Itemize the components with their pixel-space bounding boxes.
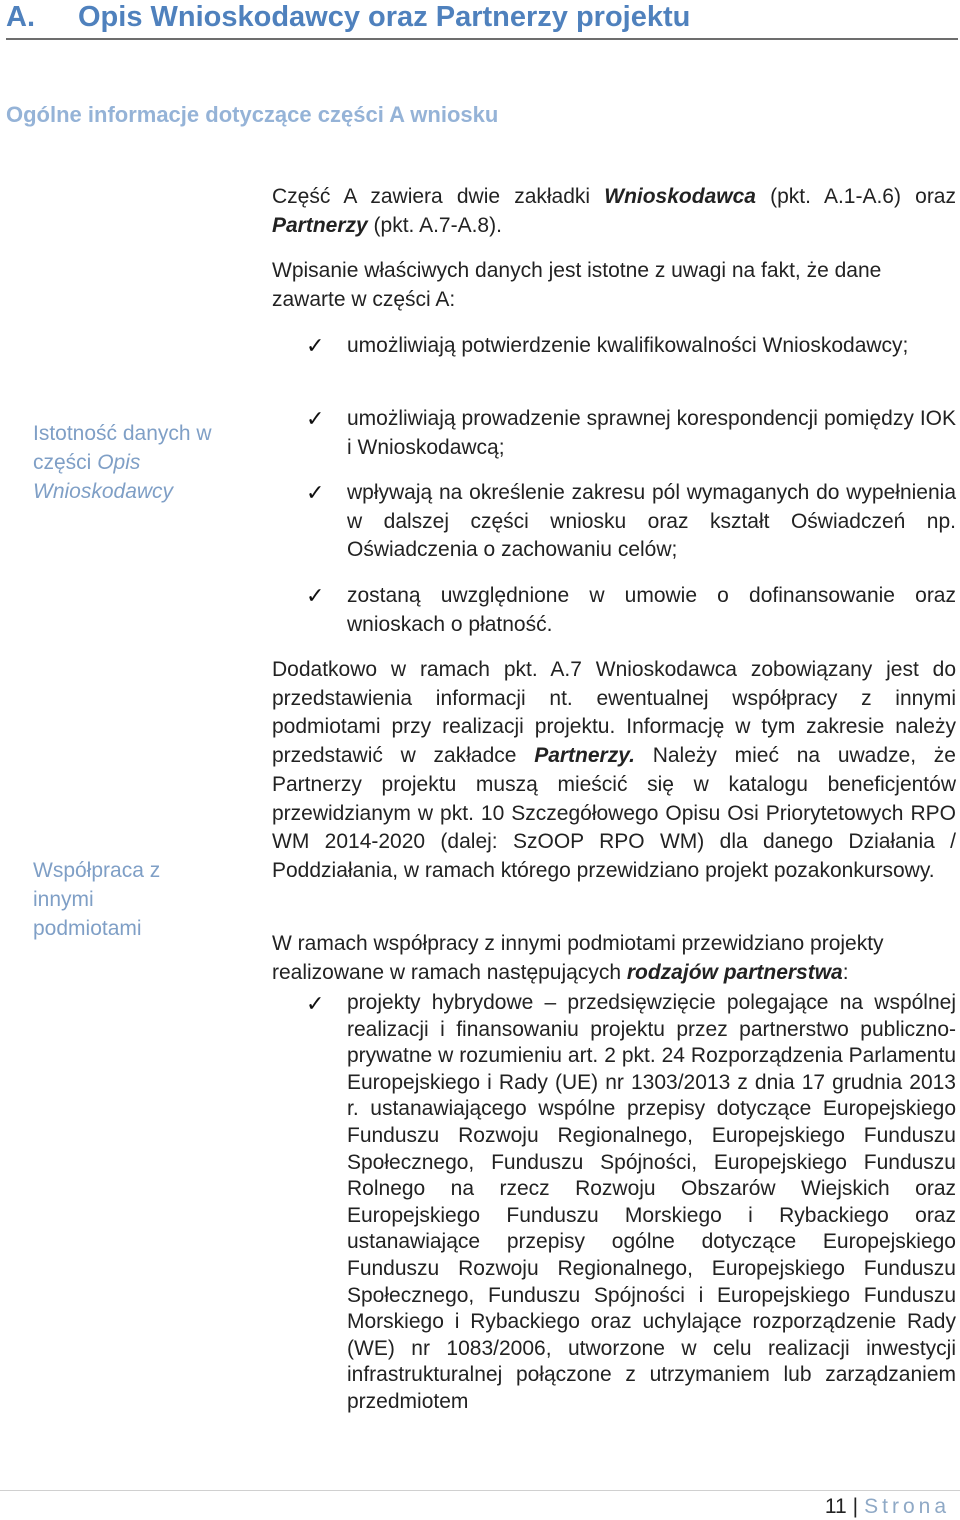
bullet-item: projekty hybrydowe – przedsięwzięcie polegające na wspólnej realizacji i finansowaniu projektu przez partnerstwo publiczno-prywatne w rozumieniu art. 2 pkt. 24 Rozporządzenia Parlamentu Europejskiego i Rady (UE) nr 1303/2013 z dnia 17 grudnia 2013 r. ustanawiającego wspólne przepisy dotyczące Europejskiego Funduszu Rozwoju Regionalnego, Europejskiego Funduszu Społecznego, Funduszu Spójności, Europejskiego Funduszu Rolnego na rzecz Rozwoju Obszarów Wiejskich oraz Europejskiego Funduszu Morskiego i Rybackiego oraz ustanawiające przepisy ogólne dotyczące Europejskiego Funduszu Rozwoju Regionalnego, Europejskiego Funduszu Społecznego, Funduszu Spójności i Europejskiego Funduszu Morskiego i Rybackiego oraz uchylające rozporządzenie Rady (WE) nr 1083/2006, utworzone w celu realizacji inwestycji infrastrukturalnej połączone z utrzymaniem lub zarządzaniem przedmiotem <box>347 991 956 1413</box>
bullet-item: umożliwiają prowadzenie sprawnej korespondencji pomiędzy IOK i Wnioskodawcą; <box>347 407 956 459</box>
footer-word: Strona <box>864 1495 950 1518</box>
check-mark-icon: ✓ <box>306 991 325 1016</box>
section-heading <box>6 0 958 40</box>
side-label-importance: Istotność danych w części Opis Wnioskodawcy <box>33 422 212 503</box>
bullet-item: wpływają na określenie zakresu pól wymaganych do wypełnienia w dalszej części wniosku oraz kształt Oświadczeń np. Oświadczenia o zachowaniu celów; <box>347 481 956 562</box>
check-mark-icon: ✓ <box>306 333 325 358</box>
intro-paragraph-1: Część A zawiera dwie zakładki Wnioskodawca (pkt. A.1-A.6) oraz Partnerzy (pkt. A.7-A.8). <box>272 185 956 237</box>
check-mark-icon: ✓ <box>306 480 325 505</box>
bullet-item: umożliwiają potwierdzenie kwalifikowalności Wnioskodawcy; <box>347 334 909 357</box>
page-number: 11 <box>824 1495 847 1518</box>
footer-separator: | <box>852 1495 859 1518</box>
check-mark-icon: ✓ <box>306 406 325 431</box>
cooperation-paragraph-2: W ramach współpracy z innymi podmiotami przewidziano projekty realizowane w ramach następujących rodzajów partnerstwa: <box>272 932 884 984</box>
page-footer <box>825 1494 950 1520</box>
check-mark-icon: ✓ <box>306 583 325 608</box>
side-label-cooperation: Współpraca z innymi podmiotami <box>33 859 161 940</box>
section-title: Opis Wnioskodawcy oraz Partnerzy projektu <box>78 1 691 33</box>
intro-paragraph-2: Wpisanie właściwych danych jest istotne z uwagi na fakt, że dane zawarte w części A: <box>272 259 882 311</box>
subheading: Ogólne informacje dotyczące części A wniosku <box>6 102 499 127</box>
cooperation-paragraph-1: Dodatkowo w ramach pkt. A.7 Wnioskodawca zobowiązany jest do przedstawienia informacji nt. ewentualnej współpracy z innymi podmiotami przy realizacji projektu. Informację w tym zakresie należy przedstawić w zakładce Partnerzy. Należy mieć na uwadze, że Partnerzy projektu muszą mieścić się w katalogu beneficjentów przewidzianym w pkt. 10 Szczegółowego Opisu Osi Priorytetowych RPO WM 2014-2020 (dalej: SzOOP RPO WM) dla danego Działania / Poddziałania, w ramach którego przewidziano projekt pozakonkursowy. <box>272 658 956 882</box>
bullet-item: zostaną uwzględnione w umowie o dofinansowanie oraz wnioskach o płatność. <box>347 584 956 636</box>
section-number: A. <box>6 1 35 33</box>
footer-divider <box>0 1490 960 1491</box>
